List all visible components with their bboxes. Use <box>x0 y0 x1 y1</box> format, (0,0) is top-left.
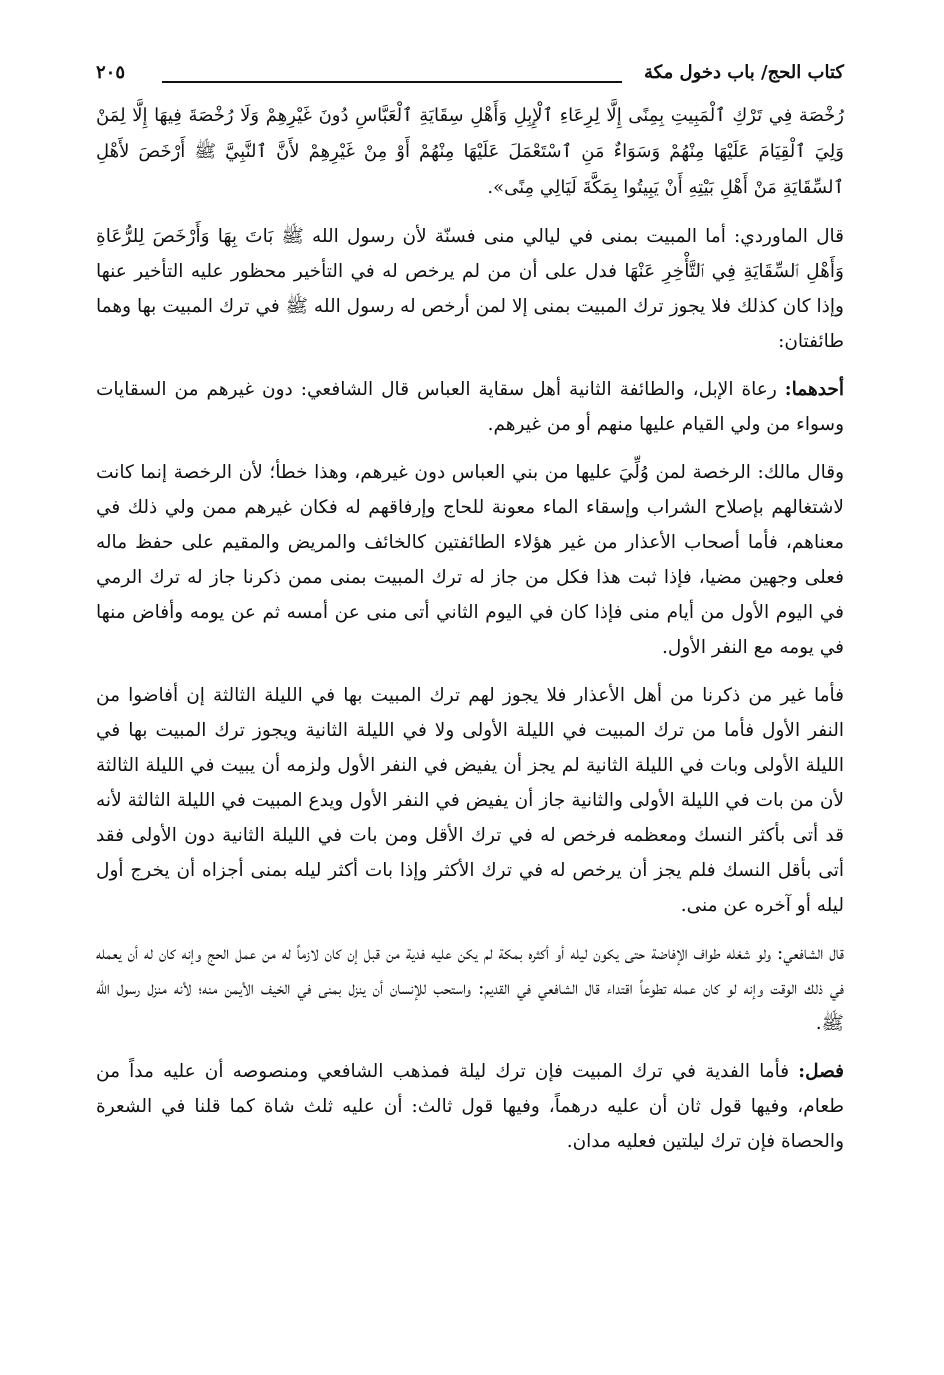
paragraph-lead: فصل: <box>798 1061 844 1082</box>
paragraph-malik <box>96 455 844 665</box>
paragraph-shafii <box>96 936 844 1041</box>
hadith-paragraph <box>96 98 844 206</box>
paragraph-text: قال الماوردي: أما المبيت بمنى في ليالي منى فسنّة لأن رسول الله ﷺ بَاتَ بِهَا وَأَرْخَصَ لِلرُّعَاةِ وَأَهْلِ ٱلسِّقَايَةِ فِي ٱلتَّأْخِرِ عَنْهَا فدل على أن من لم يرخص له في التأخير محظور عليه التأخير عنها وإذا كان كذلك فلا يجوز ترك المبيت بمنى إلا لمن أرخص له رسول الله ﷺ في ترك المبيت بها وهما طائفتان: <box>96 226 844 352</box>
paragraph-first-group <box>96 372 844 442</box>
paragraph-others <box>96 678 844 923</box>
paragraph-text: رعاة الإبل، والطائفة الثانية أهل سقاية العباس قال الشافعي: دون غيرهم من السقايات وسواء من ولي القيام عليها منهم أو من غيرهم. <box>96 379 844 435</box>
page-number: ٢٠٥ <box>96 62 126 83</box>
header-rule <box>162 81 622 83</box>
paragraph-text: فأما غير من ذكرنا من أهل الأعذار فلا يجوز لهم ترك المبيت بها في الليلة الثالثة إن أفاضوا من النفر الأول فأما من ترك المبيت في الليلة الأولى ولا في الليلة الثانية ويجوز ترك المبيت بها في الليلة الأولى وبات في الليلة الثانية لم يجز أن يفيض في النفر الأول ولزمه أن يبيت في الليلة الثالثة لأن من بات في الليلة الأولى والثانية جاز أن يفيض في النفر الأول ويدع المبيت في الليلة الثالثة لأنه قد أتى بأكثر النسك ومعظمه فرخص له في ترك الأقل ومن بات في الليلة الثانية دون الأولى فقد أتى بأقل النسك فلم يجز أن يرخص له في ترك الأكثر وإذا بات أكثر ليله بمنى أجزاه أن يخرج أول ليله أو آخره عن منى. <box>96 685 844 916</box>
paragraph-lead: أحدهما: <box>784 379 844 400</box>
paragraph-text: فأما الفدية في ترك المبيت فإن ترك ليلة فمذهب الشافعي ومنصوصه أن عليه مداً من طعام، وفيها قول ثان أن عليه درهماً، وفيها قول ثالث: أن عليه ثلث شاة كما قلنا في الشعرة والحصاة فإن ترك ليلتين فعليه مدان. <box>96 1061 844 1152</box>
paragraph-text: وقال مالك: الرخصة لمن وُلِّيَ عليها من بني العباس دون غيرهم، وهذا خطأ؛ لأن الرخصة إنما كانت لاشتغالهم بإصلاح الشراب وإسقاء الماء معونة للحاج وإرفاقهم له فكان غيرهم ممن ولي ذلك في معناهم، فأما أصحاب الأعذار من غير هؤلاء الطائفتين كالخائف والمريض والمقيم على حفظ ماله فعلى وجهين مضيا، فإذا ثبت هذا فكل من جاز له ترك المبيت بمنى ممن ذكرنا جاز له ترك الرمي في اليوم الأول من أيام منى فإذا كان في اليوم الثاني أتى منى عن أمسه ثم عن يومه وأفاض منها في يومه مع النفر الأول. <box>96 462 844 658</box>
book-page <box>96 58 844 1172</box>
paragraph-text: قال الشافعي: ولو شغله طواف الإفاضة حتى يكون ليله أو أكثره بمكة لم يكن عليه فدية من قبل إن كان لازماً له من عمل الحج وإنه كان له أن يعمله في ذلك الوقت وإنه لو كان عمله تطوعاً اقتداء قال الشافعي في القديم: واستحب للإنسان أن ينزل بمنى في الخيف الأيمن منه؛ لأنه منزل رسول الله ﷺ. <box>96 943 844 1034</box>
chapter-title: كتاب الحج/ باب دخول مكة <box>644 62 844 83</box>
running-header <box>96 58 844 98</box>
paragraph-text: رُخْصَة فِي تَرْكِ ٱلْمَبِيتِ بِمِنًى إِلَّا لِرِعَاءِ ٱلْإِبِلِ وَأَهْلِ سِقَايَةِ ٱلْعَبَّاسِ دُونَ غَيْرِهِمْ وَلَا رُخْصَةَ فِيهَا إِلَّا لِمَنْ وَلِيَ ٱلْقِيَامَ عَلَيْهَا مِنْهُمْ وَسَوَاءٌ مَنِ ٱسْتَعْمَلَ عَلَيْهَا مِنْهُمْ أَوْ مِنْ غَيْرِهِمْ لأَنَّ ٱلنَّبِيَّ ﷺ أَرْخَصَ لأَهْلِ ٱلسِّقَايَةِ مَنْ أَهْلِ بَيْتِهِ أَنْ يَبِيتُوا بِمَكَّةَ لَيَالِي مِنًى». <box>96 105 844 198</box>
paragraph-section <box>96 1054 844 1159</box>
paragraph-mawardi <box>96 219 844 359</box>
